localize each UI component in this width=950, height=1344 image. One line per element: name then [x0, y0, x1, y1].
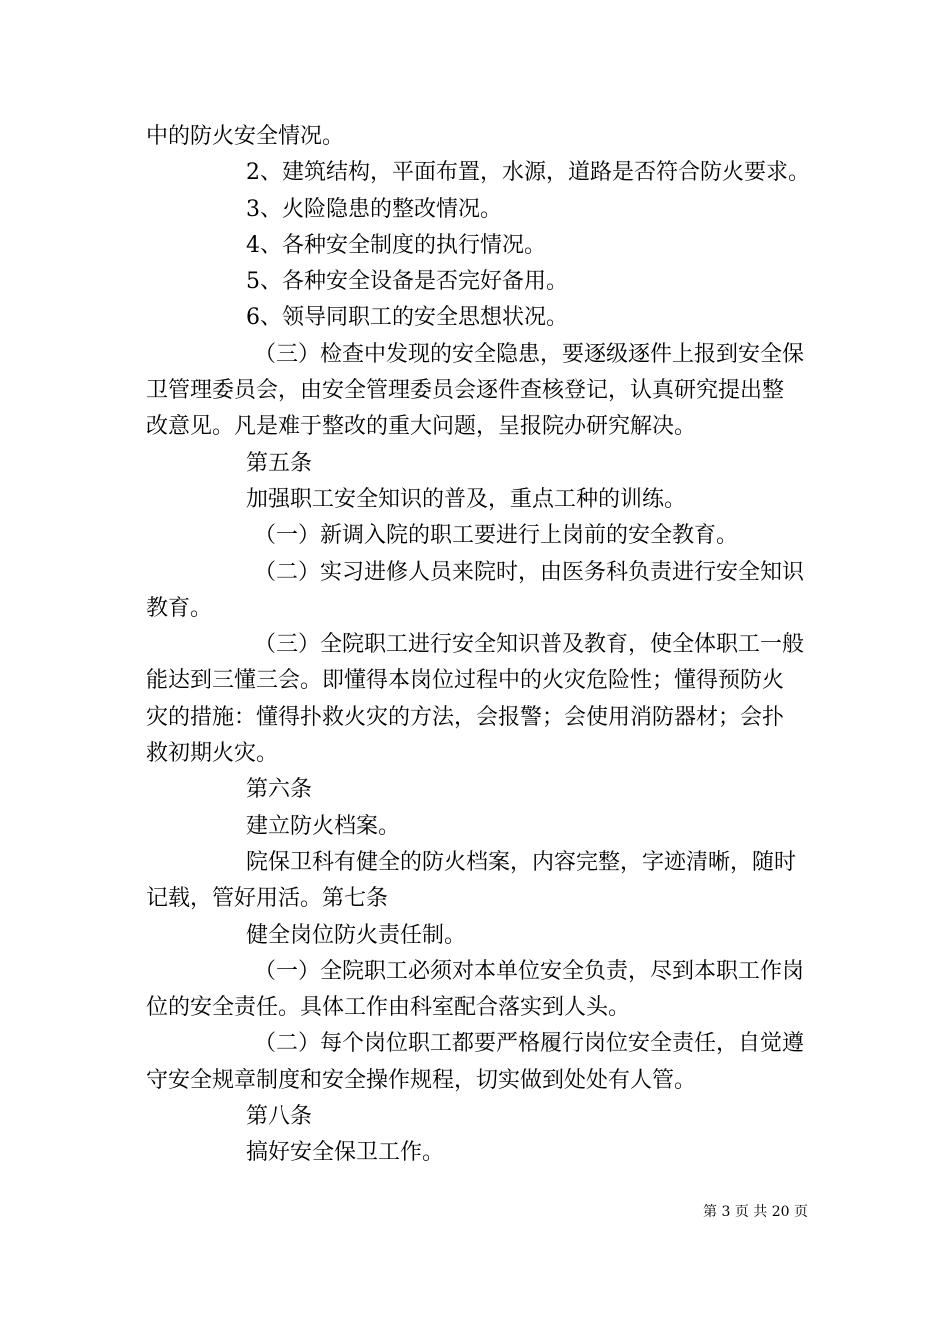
text-line: （一）新调入院的职工要进行上岗前的安全教育。 [254, 523, 739, 549]
text-line: （三）全院职工进行安全知识普及教育，使全体职工一般 [254, 632, 805, 658]
text-line: 加强职工安全知识的普及，重点工种的训练。 [246, 486, 687, 512]
text-line: 位的安全责任。具体工作由科室配合落实到人头。 [146, 995, 631, 1021]
text-line: （二）实习进修人员来院时，由医务科负责进行安全知识 [254, 559, 805, 585]
text-line: 院保卫科有健全的防火档案，内容完整，字迹清晰，随时 [246, 849, 797, 875]
text-line: 3、火险隐患的整改情况。 [246, 196, 502, 222]
text-line: 记载，管好用活。第七条 [146, 886, 389, 912]
text-line: 建立防火档案。 [246, 813, 401, 839]
text-line: 教育。 [146, 595, 213, 621]
text-line: 6、领导同职工的安全思想状况。 [246, 305, 568, 331]
article-heading: 第八条 [246, 1104, 313, 1130]
text-line: 搞好安全保卫工作。 [246, 1140, 445, 1166]
text-line: （二）每个岗位职工都要严格履行岗位安全责任，自觉遵 [254, 1031, 805, 1057]
text-line: （三）检查中发现的安全隐患，要逐级逐件上报到安全保 [254, 341, 805, 367]
document-body [146, 119, 810, 1172]
text-line: 5、各种安全设备是否完好备用。 [246, 269, 568, 295]
text-line: 救初期火灾。 [146, 741, 279, 767]
text-line: 中的防火安全情况。 [146, 124, 345, 149]
text-line: 灾的措施：懂得扑救火灾的方法，会报警；会使用消防器材；会扑 [146, 704, 785, 730]
text-line: 守安全规章制度和安全操作规程，切实做到处处有人管。 [146, 1067, 697, 1093]
text-line: 卫管理委员会，由安全管理委员会逐件查核登记，认真研究提出整 [146, 378, 785, 404]
text-line: 改意见。凡是难于整改的重大问题，呈报院办研究解决。 [146, 414, 697, 440]
text-line: （一）全院职工必须对本单位安全负责，尽到本职工作岗 [254, 958, 805, 984]
article-heading: 第六条 [246, 777, 313, 803]
text-line: 健全岗位防火责任制。 [246, 922, 467, 948]
article-heading: 第五条 [246, 450, 313, 476]
page-number: 第 3 页 共 20 页 [703, 1204, 808, 1220]
text-line: 4、各种安全制度的执行情况。 [246, 232, 546, 258]
text-line: 2、建筑结构，平面布置，水源，道路是否符合防火要求。 [246, 160, 810, 186]
text-line: 能达到三懂三会。即懂得本岗位过程中的火灾危险性；懂得预防火 [146, 668, 785, 694]
